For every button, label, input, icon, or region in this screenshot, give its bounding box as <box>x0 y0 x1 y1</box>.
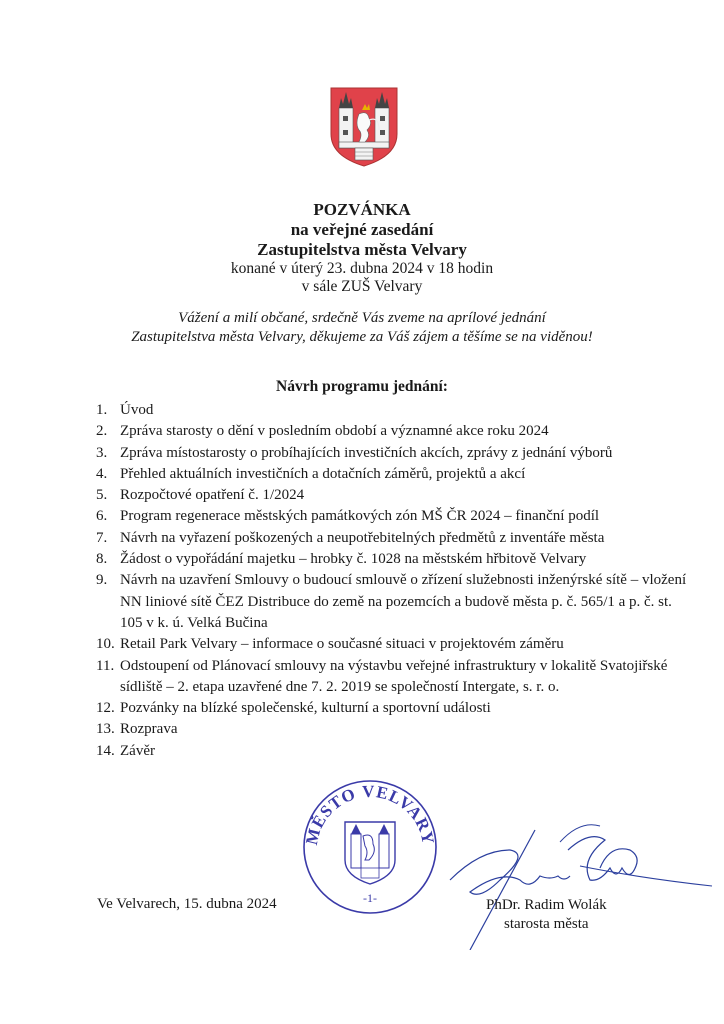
invitation-header <box>0 200 724 296</box>
agenda-item <box>96 443 696 464</box>
agenda-item-number: 12. <box>96 700 115 717</box>
agenda-item <box>96 506 696 527</box>
agenda-item <box>96 656 696 699</box>
city-stamp <box>295 772 445 922</box>
signer-name: PhDr. Radim Wolák <box>486 897 607 913</box>
agenda-item <box>96 485 696 506</box>
agenda-item-text: Návrh na vyřazení poškozených a neupotřebitelných předmětů z inventáře města <box>120 529 605 546</box>
agenda-item-text: Návrh na uzavření Smlouvy o budoucí smlouvě o zřízení služebnosti inženýrské sítě – vložení NN liniové sítě ČEZ Distribuce do země na pozemcích a budově města p. č. 565/1 a p. č. st. 105 v k. ú. Velká Bučina <box>120 572 687 631</box>
agenda-item-number: 2. <box>96 423 108 440</box>
agenda-item <box>96 421 696 442</box>
velvary-coat-of-arms-icon <box>329 86 399 168</box>
stamp-text: MĚSTO VELVARY <box>301 781 438 847</box>
agenda-item-text: Zpráva starosty o dění v posledním období a významné akce roku 2024 <box>120 423 549 440</box>
agenda-item-number: 11. <box>96 657 115 674</box>
signer-block <box>486 896 607 934</box>
agenda-item-number: 8. <box>96 551 108 568</box>
greeting-line-1: Vážení a milí občané, srdečně Vás zveme na aprílové jednání <box>178 310 546 326</box>
agenda-item-text: Přehled aktuálních investičních a dotačních záměrů, projektů a akcí <box>120 465 526 482</box>
agenda-item <box>96 634 696 655</box>
agenda-list <box>96 400 696 762</box>
agenda-item-text: Úvod <box>120 402 154 418</box>
invitation-subtitle: na veřejné zasedání <box>290 220 434 239</box>
agenda-item-number: 13. <box>96 721 115 738</box>
agenda-item <box>96 464 696 485</box>
agenda-title: Návrh programu jednání: <box>276 378 448 395</box>
svg-text:MĚSTO VELVARY <box>302 782 438 847</box>
agenda-item <box>96 570 696 634</box>
agenda-item-number: 1. <box>96 402 108 418</box>
place-and-date: Ve Velvarech, 15. dubna 2024 <box>97 896 277 912</box>
signer-role: starosta města <box>504 916 589 932</box>
agenda-item-number: 7. <box>96 529 108 546</box>
meeting-venue: v sále ZUŠ Velvary <box>301 278 423 295</box>
agenda-item <box>96 719 696 740</box>
agenda-item-text: Závěr <box>120 742 155 759</box>
agenda-item-number: 14. <box>96 742 115 759</box>
stamp-number: -1- <box>363 891 377 905</box>
agenda-item <box>96 528 696 549</box>
agenda-item-text: Pozvánky na blízké společenské, kulturní a sportovní události <box>120 700 491 717</box>
agenda-item-text: Rozpočtové opatření č. 1/2024 <box>120 487 305 504</box>
agenda-item <box>96 549 696 570</box>
agenda-item-number: 6. <box>96 508 108 525</box>
greeting <box>0 309 724 347</box>
agenda-item-text: Rozprava <box>120 721 178 738</box>
agenda-item-number: 4. <box>96 465 108 482</box>
agenda-item-text: Program regenerace městských památkových zón MŠ ČR 2024 – finanční podíl <box>120 508 600 525</box>
agenda-item-number: 5. <box>96 487 108 504</box>
agenda-item-text: Žádost o vypořádání majetku – hrobky č. 1028 na městském hřbitově Velvary <box>120 551 587 568</box>
council-name: Zastupitelstva města Velvary <box>257 240 467 259</box>
meeting-datetime: konané v úterý 23. dubna 2024 v 18 hodin <box>230 260 494 277</box>
agenda-item-text: Zpráva místostarosty o probíhajících investičních akcích, zprávy z jednání výborů <box>120 444 613 461</box>
agenda-item-number: 3. <box>96 444 108 461</box>
invitation-title: POZVÁNKA <box>313 200 411 219</box>
agenda-item <box>96 741 696 762</box>
agenda-item <box>96 698 696 719</box>
greeting-line-2: Zastupitelstva města Velvary, děkujeme za Váš zájem a těšíme se na viděnou! <box>131 329 593 345</box>
agenda-item-number: 10. <box>96 636 115 653</box>
agenda-item-number: 9. <box>96 572 108 589</box>
agenda-item-text: Odstoupení od Plánovací smlouvy na výstavbu veřejné infrastruktury v lokalitě Svatojiřské sídliště – 2. etapa uzavřené dne 7. 2. 2019 se společností Intergate, s. r. o. <box>120 657 668 695</box>
agenda-item-text: Retail Park Velvary – informace o současné situaci v projektovém záměru <box>120 636 564 653</box>
agenda-item <box>96 400 696 421</box>
